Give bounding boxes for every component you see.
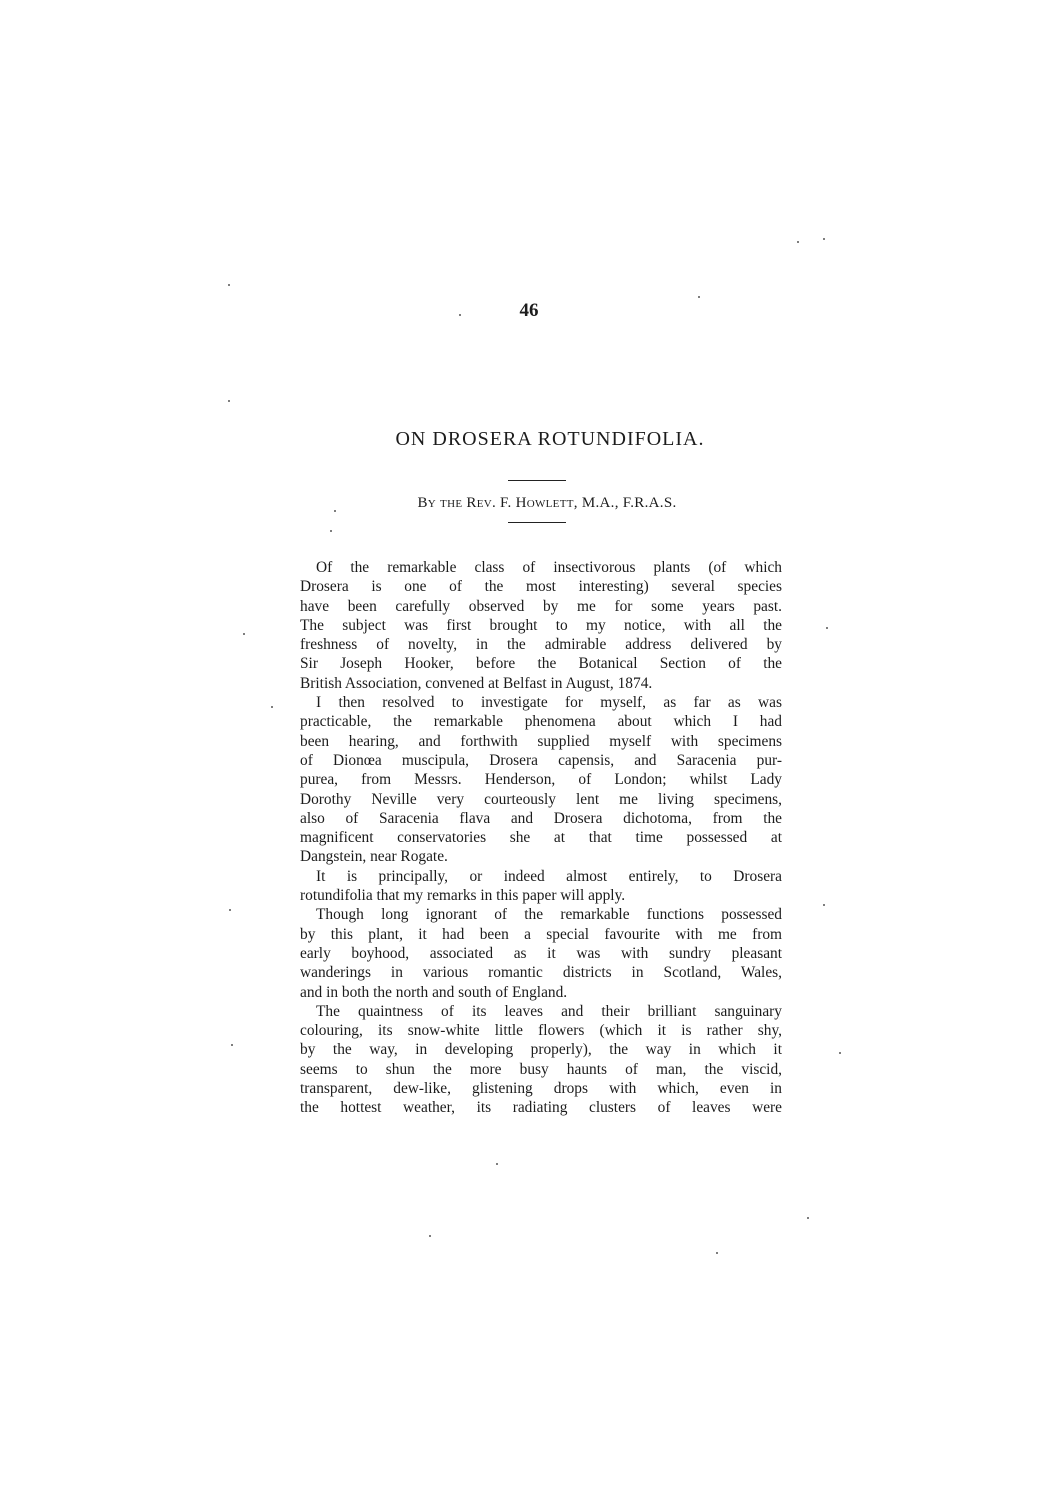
scan-speck xyxy=(243,633,245,635)
paragraph xyxy=(300,905,782,1001)
paragraph xyxy=(300,558,782,693)
scan-speck xyxy=(228,284,230,286)
text-line: have been carefully observed by me for some years past. xyxy=(300,597,782,615)
scan-speck xyxy=(823,904,825,906)
scan-speck xyxy=(330,530,332,532)
text-line: the hottest weather, its radiating clusters of leaves were xyxy=(300,1099,782,1117)
paragraph xyxy=(300,693,782,867)
text-line: The subject was first brought to my notice, with all the xyxy=(300,616,782,634)
text-line: and in both the north and south of England. xyxy=(300,983,568,1001)
scan-speck xyxy=(228,400,230,402)
title-rule-top xyxy=(508,480,566,481)
scan-speck xyxy=(698,296,700,298)
text-line: been hearing, and forthwith supplied myself with specimens xyxy=(300,732,782,750)
scan-speck xyxy=(823,238,825,240)
text-line: It is principally, or indeed almost entirely, to Drosera xyxy=(316,867,782,885)
article-title: ON DROSERA ROTUNDIFOLIA. xyxy=(395,428,705,450)
text-line: The quaintness of its leaves and their brilliant sanguinary xyxy=(316,1002,782,1020)
text-line: seems to shun the more busy haunts of man, the viscid, xyxy=(300,1060,782,1078)
text-line: practicable, the remarkable phenomena about which I had xyxy=(300,713,782,731)
text-line: Dorothy Neville very courteously lent me living specimens, xyxy=(300,790,782,808)
text-line: by the way, in developing properly), the way in which it xyxy=(300,1041,782,1059)
scan-speck xyxy=(429,1235,431,1237)
article-body xyxy=(300,558,782,1118)
text-line: early boyhood, associated as it was with sundry pleasant xyxy=(300,944,782,962)
scan-speck xyxy=(231,1044,233,1046)
text-line: also of Saracenia flava and Drosera dichotoma, from the xyxy=(300,809,782,827)
scan-speck xyxy=(459,314,461,316)
text-line: purea, from Messrs. Henderson, of London; whilst Lady xyxy=(300,771,782,789)
text-line: by this plant, it had been a special favourite with me from xyxy=(300,925,782,943)
scan-speck xyxy=(334,510,336,512)
text-line: Of the remarkable class of insectivorous plants (of which xyxy=(316,559,782,576)
text-line: I then resolved to investigate for myself, as far as was xyxy=(316,694,782,712)
text-line: Dangstein, near Rogate. xyxy=(300,848,448,866)
text-line: Sir Joseph Hooker, before the Botanical Section of the xyxy=(300,655,782,673)
text-line: wanderings in various romantic districts in Scotland, Wales, xyxy=(300,964,782,982)
text-line: transparent, dew-like, glistening drops with which, even in xyxy=(300,1080,782,1098)
text-line: Though long ignorant of the remarkable functions possessed xyxy=(316,906,782,924)
text-line: colouring, its snow-white little flowers (which it is rather shy, xyxy=(300,1022,782,1040)
scan-speck xyxy=(826,627,828,629)
title-rule-bottom xyxy=(508,522,566,523)
text-line: Drosera is one of the most interesting) several species xyxy=(300,578,782,596)
paragraph xyxy=(300,867,782,906)
text-line: of Dionœa muscipula, Drosera capensis, and Saracenia pur- xyxy=(300,751,782,769)
scan-speck xyxy=(839,1052,841,1054)
text-line: rotundifolia that my remarks in this paper will apply. xyxy=(300,887,626,905)
scan-speck xyxy=(716,1252,718,1254)
scan-speck xyxy=(271,706,273,708)
scan-speck xyxy=(807,1217,809,1219)
text-line: freshness of novelty, in the admirable address delivered by xyxy=(300,636,782,654)
scan-speck xyxy=(496,1163,498,1165)
scan-speck xyxy=(229,909,231,911)
text-line: British Association, convened at Belfast in August, 1874. xyxy=(300,674,653,692)
author-byline: By the Rev. F. Howlett, M.A., F.R.A.S. xyxy=(417,495,677,511)
text-line: magnificent conservatories she at that time possessed at xyxy=(300,829,782,847)
page-number: 46 xyxy=(519,300,539,321)
paragraph xyxy=(300,1002,782,1118)
scan-speck xyxy=(797,241,799,243)
